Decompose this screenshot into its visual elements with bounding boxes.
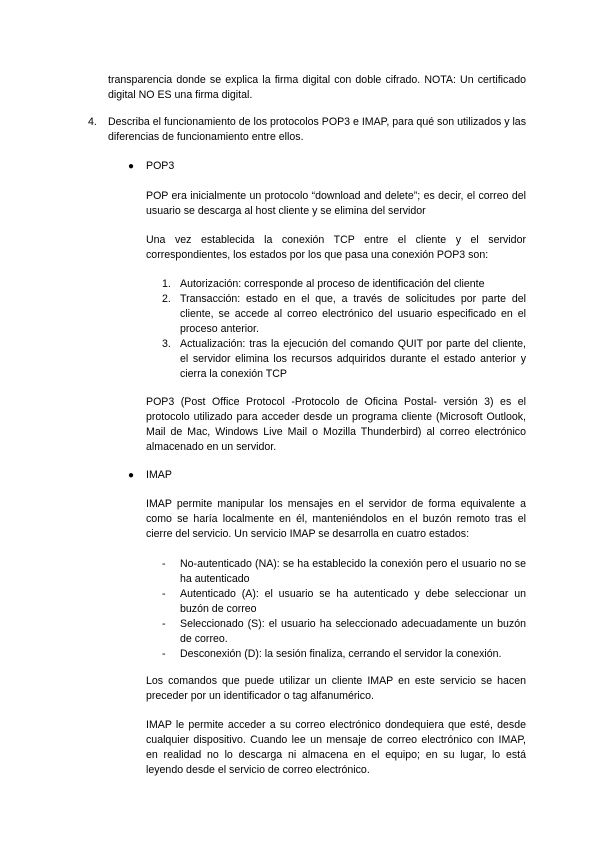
pop3-paragraph-2 [146, 233, 526, 263]
imap-heading-text: IMAP [146, 469, 172, 481]
bullet-icon: ● [128, 470, 135, 481]
question-text: Describa el funcionamiento de los protocolos POP3 e IMAP, para qué son utilizados y las diferencias de funcionamiento entre ellos. [108, 116, 526, 143]
imap-heading [146, 468, 172, 483]
pop3-states-list [162, 277, 526, 382]
intro-text: transparencia donde se explica la firma digital con doble cifrado. NOTA: Un certificado digital NO ES una firma digital. [108, 74, 526, 101]
list-item [162, 337, 526, 382]
imap-p1-text: IMAP permite manipular los mensajes en el servidor de forma equivalente a como se haría localmente en él, manteniéndolos en el buzón remoto tras el cierre del servicio. Un servicio IMAP se desarrolla en cuatro estados: [146, 498, 526, 540]
list-item [162, 277, 526, 292]
imap-paragraph-3 [146, 718, 526, 778]
list-item [162, 557, 526, 587]
list-dash: - [162, 588, 166, 600]
imap-states-list [162, 557, 526, 662]
list-dash: - [162, 618, 166, 630]
pop3-heading [146, 159, 174, 174]
question-number: 4. [88, 116, 97, 128]
bullet-icon: ● [128, 161, 135, 172]
list-item-text: Autenticado (A): el usuario se ha autenticado y debe seleccionar un buzón de correo [180, 588, 526, 615]
pop3-p2-text: Una vez establecida la conexión TCP entre el cliente y el servidor correspondientes, los estados por los que pasa una conexión POP3 son: [146, 234, 526, 261]
list-dash: - [162, 648, 166, 660]
list-dash: - [162, 558, 166, 570]
list-item [162, 647, 526, 662]
list-item-text: Autorización: corresponde al proceso de identificación del cliente [180, 278, 485, 290]
imap-paragraph-2 [146, 674, 526, 704]
list-number: 1. [162, 278, 171, 290]
question-paragraph [108, 115, 526, 145]
list-item-text: Actualización: tras la ejecución del comando QUIT por parte del cliente, el servidor elimina los recursos adquiridos durante el estado anterior y cierra la conexión TCP [180, 338, 526, 380]
list-item-text: Seleccionado (S): el usuario ha seleccionado adecuadamente un buzón de correo. [180, 618, 526, 645]
imap-p3-text: IMAP le permite acceder a su correo electrónico dondequiera que esté, desde cualquier dispositivo. Cuando lee un mensaje de correo electrónico con IMAP, en realidad no lo descarga ni almacena en el equipo; en su lugar, lo está leyendo desde el servicio de correo electrónico. [146, 719, 526, 776]
list-item [162, 617, 526, 647]
list-item-text: Desconexión (D): la sesión finaliza, cerrando el servidor la conexión. [180, 648, 502, 660]
pop3-heading-text: POP3 [146, 160, 175, 172]
pop3-paragraph-1 [146, 189, 526, 219]
pop3-p3-text: POP3 (Post Office Protocol -Protocolo de Oficina Postal- versión 3) es el protocolo utilizado para acceder desde un programa cliente (Microsoft Outlook, Mail de Mac, Windows Live Mail o Mozilla Thunderbird) al correo electrónico almacenado en un servidor. [146, 396, 526, 453]
imap-p2-text: Los comandos que puede utilizar un cliente IMAP en este servicio se hacen preceder por un identificador o tag alfanumérico. [146, 675, 526, 702]
list-item-text: No-autenticado (NA): se ha establecido la conexión pero el usuario no se ha autenticado [180, 558, 526, 585]
list-number: 3. [162, 338, 171, 350]
list-item-text: Transacción: estado en el que, a través de solicitudes por parte del cliente, se accede al correo electrónico del usuario especificado en el proceso anterior. [180, 293, 526, 335]
list-item [162, 587, 526, 617]
list-item [162, 292, 526, 337]
pop3-p1-text: POP era inicialmente un protocolo “download and delete”; es decir, el correo del usuario se descarga al host cliente y se elimina del servidor [146, 190, 526, 217]
imap-paragraph-1 [146, 497, 526, 542]
pop3-paragraph-3 [146, 395, 526, 455]
intro-paragraph [108, 73, 526, 103]
list-number: 2. [162, 293, 171, 305]
